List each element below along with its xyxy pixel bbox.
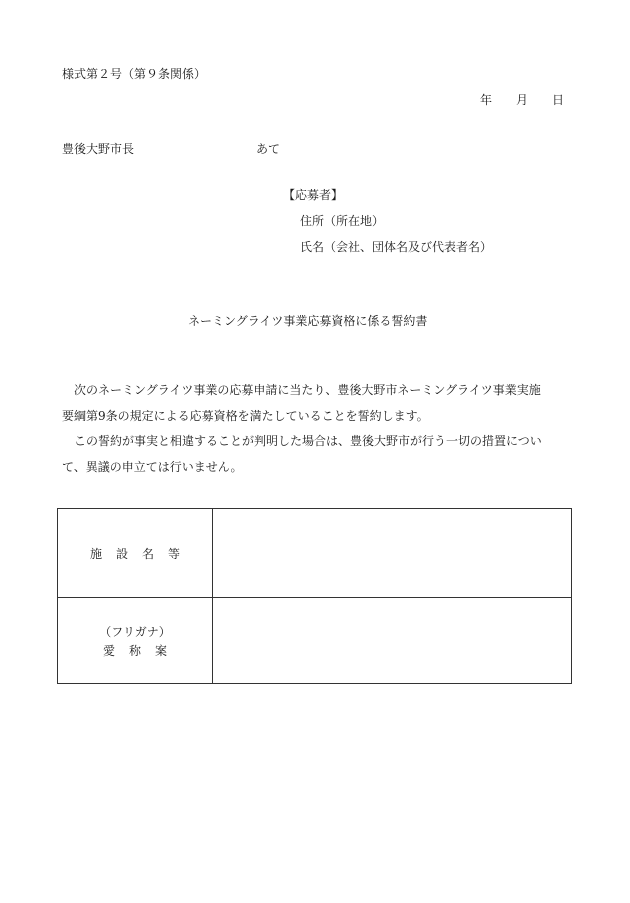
applicant-name-label: 氏名（会社、団体名及び代表者名） [300,240,493,254]
pledge-paragraph-1-line-1: 次のネーミングライツ事業の応募申請に当たり、豊後大野市ネーミングライツ事業実施 [74,383,541,397]
applicant-header: 【応募者】 [283,188,344,202]
addressee-suffix: あて [256,142,281,156]
form-number: 様式第２号（第９条関係） [62,67,207,81]
date-year: 年 [480,93,493,107]
table-row-facility [58,509,572,598]
date-line [480,91,564,108]
date-day: 日 [552,93,565,107]
pledge-paragraph-2-line-1: この誓約が事実と相違することが判明した場合は、豊後大野市が行う一切の措置につい [74,434,542,448]
facility-name-label-cell [58,509,213,598]
applicant-address-label: 住所（所在地） [300,214,385,228]
furigana-label: （フリガナ） [99,624,171,639]
pledge-body [62,378,582,480]
document-title: ネーミングライツ事業応募資格に係る誓約書 [188,314,428,328]
addressee-name: 豊後大野市長 [62,142,135,156]
pledge-paragraph-1-line-2: 要綱第9条の規定による応募資格を満たしていることを誓約します。 [62,408,429,423]
nickname-label: 愛称案 [102,643,181,658]
facility-name-label: 施設名等 [89,546,194,561]
facility-name-value[interactable] [213,509,572,598]
date-month: 月 [516,93,529,107]
facility-table [57,508,572,684]
nickname-label-cell [58,598,213,684]
pledge-paragraph-2-line-2: て、異議の申立ては行いません。 [62,459,243,474]
nickname-value[interactable] [213,598,572,684]
table-row-nickname [58,598,572,684]
